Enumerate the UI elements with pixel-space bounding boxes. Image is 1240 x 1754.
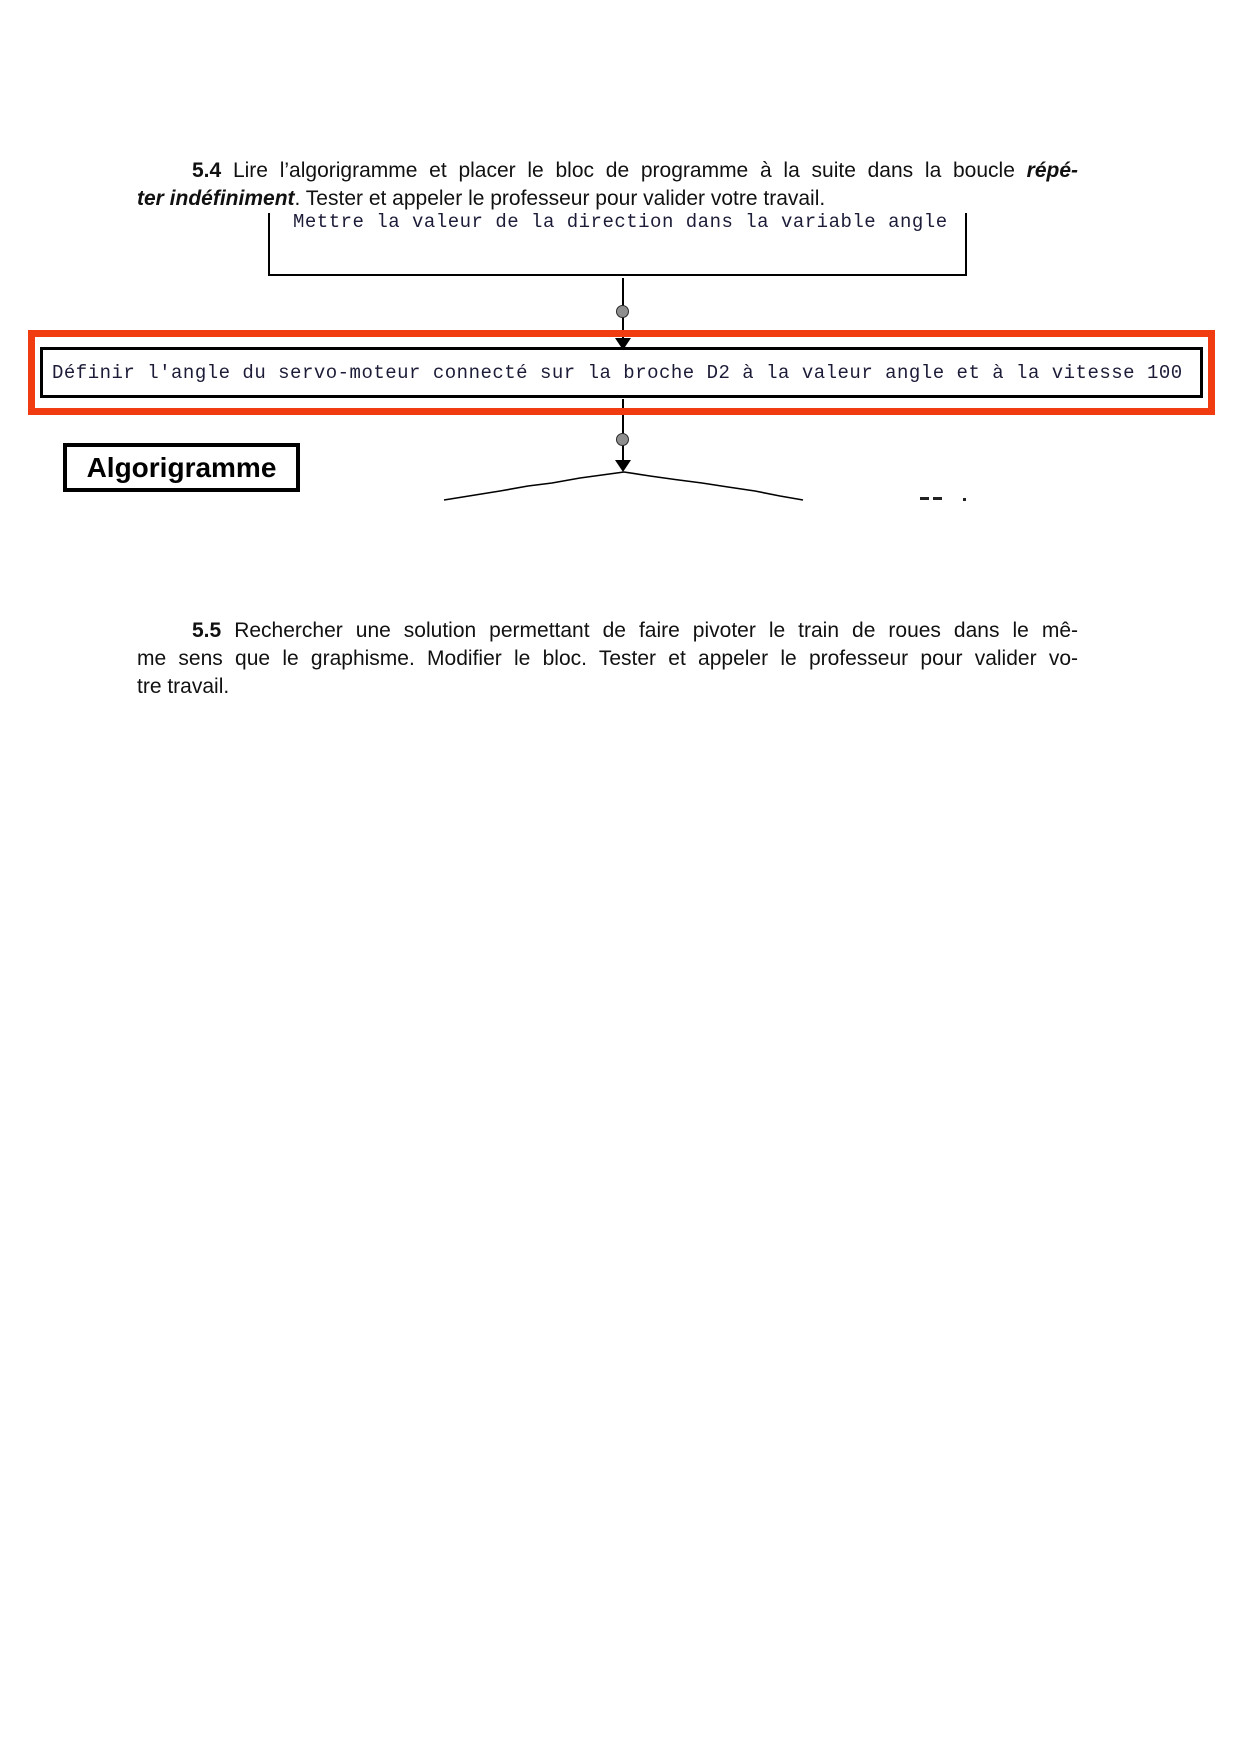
paragraph-text: . Tester et appeler le professeur pour valider votre travail. <box>294 187 826 210</box>
emphasis-text: ter indéfiniment <box>137 187 295 210</box>
emphasis-text: répé- <box>1026 159 1078 182</box>
clipped-text-fragment <box>963 498 966 501</box>
arrow-down-icon <box>615 460 631 472</box>
clipped-text-fragment <box>933 497 942 500</box>
flowchart-action-box <box>40 347 1203 398</box>
flowchart-action-box-text: Définir l'angle du servo-moteur connecté sur la broche D2 à la valeur angle et à la vitesse 100 <box>52 361 1183 384</box>
flowchart-top-box-clip <box>268 213 971 279</box>
decision-diamond-edges <box>440 468 810 504</box>
paragraph-line: tre travail. <box>137 675 230 698</box>
algorigramme-label: Algorigramme <box>86 451 277 483</box>
paragraph-line <box>137 157 1078 185</box>
paragraph-5-5 <box>137 617 1078 701</box>
paragraph-line: me sens que le graphisme. Modifier le bloc. Tester et appeler le professeur pour valider vo- <box>137 647 1078 670</box>
paragraph-text: Lire l’algorigramme et placer le bloc de programme à la suite dans la boucle <box>221 159 1027 182</box>
clipped-text-fragment <box>920 497 929 500</box>
flowchart-top-box <box>268 213 967 276</box>
connector-node-dot <box>616 433 629 446</box>
connector-node-dot <box>616 305 629 318</box>
paragraph-line <box>137 617 1078 645</box>
section-number: 5.5 <box>192 619 222 642</box>
flowchart-top-box-text: Mettre la valeur de la direction dans la variable angle <box>293 213 948 233</box>
section-number: 5.4 <box>192 159 222 182</box>
arrow-down-icon <box>615 338 631 350</box>
algorigramme-label-box <box>63 443 300 492</box>
paragraph-text: Rechercher une solution permettant de faire pivoter le train de roues dans le mê- <box>221 619 1078 642</box>
paragraph-5-4 <box>137 157 1078 213</box>
paragraph-line <box>137 185 1078 213</box>
